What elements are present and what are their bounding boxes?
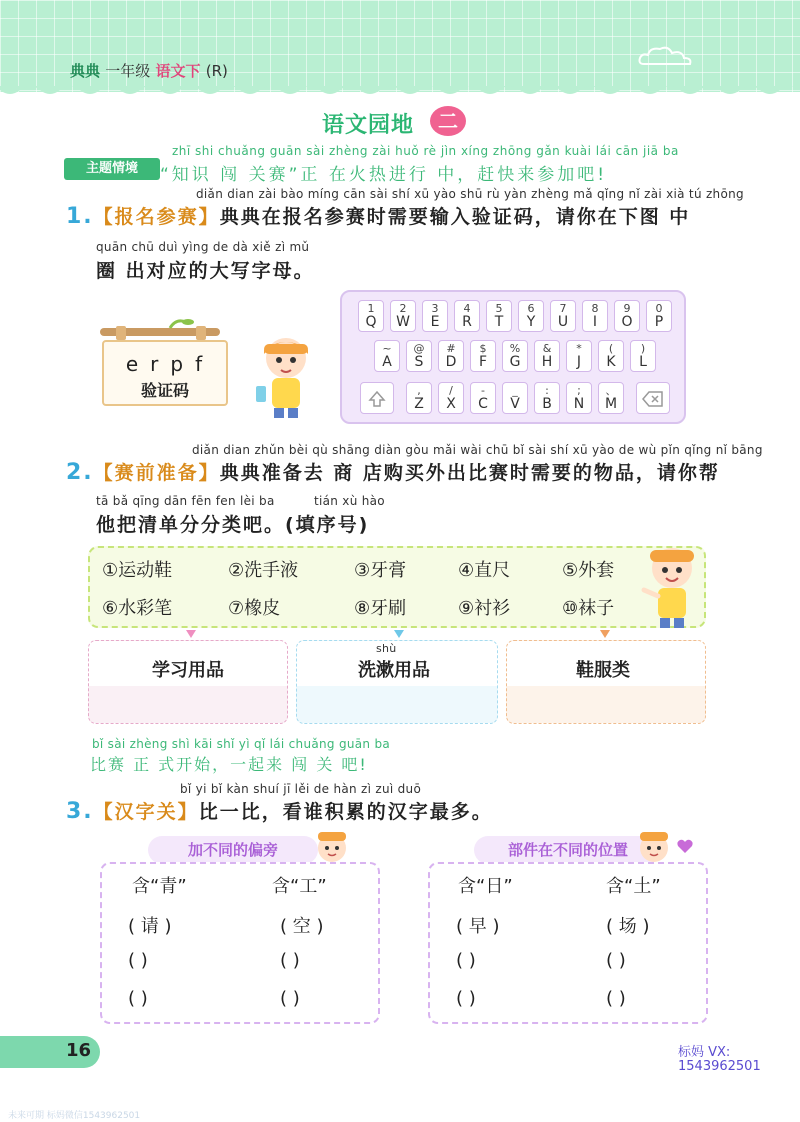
key-c[interactable]: - C: [470, 382, 496, 414]
key-d[interactable]: # D: [438, 340, 464, 372]
example-chang: ( 场 ): [606, 916, 650, 937]
boy-face-icon: [314, 828, 350, 864]
category-box-clothes[interactable]: [506, 640, 706, 724]
q1-line2: 圈 出对应的大写字母。: [96, 260, 315, 282]
q1-tag: 【报名参赛】: [93, 206, 220, 228]
example-qing: ( 请 ): [128, 916, 172, 937]
verification-code-letters: erpf: [125, 352, 215, 376]
watermark: [678, 1046, 761, 1074]
tab-different-radicals: 加不同的偏旁: [148, 836, 318, 864]
key-n[interactable]: ; N: [566, 382, 592, 414]
example-kong: ( 空 ): [280, 916, 324, 937]
category-title-clothes: 鞋服类: [576, 660, 630, 681]
key-b[interactable]: : B: [534, 382, 560, 414]
theme-pinyin: zhī shi chuǎng guān sài zhèng zài huǒ rè jìn xíng zhōng gǎn kuài lái cān jiā ba: [172, 144, 679, 158]
list-item: ⑧牙刷: [354, 598, 407, 619]
key-t[interactable]: 5 T: [486, 300, 512, 332]
watermark-small: 未来可期 标妈微信1543962501: [8, 1111, 141, 1121]
key-w[interactable]: 2 W: [390, 300, 416, 332]
backspace-key[interactable]: [636, 382, 670, 414]
header-label: [70, 60, 228, 81]
title-number: 二: [438, 109, 458, 133]
answer-blank[interactable]: ( ): [606, 950, 626, 971]
category-pinyin: shù: [376, 642, 397, 655]
key-u[interactable]: 7 U: [550, 300, 576, 332]
head-tu: 含“土”: [606, 876, 661, 897]
verification-code-caption: 验证码: [140, 381, 189, 400]
brand-name: 典典: [70, 62, 101, 80]
answer-blank[interactable]: ( ): [280, 950, 300, 971]
category-box-study[interactable]: [88, 640, 288, 724]
subject-label: 语文下: [155, 62, 201, 80]
header-wave: [0, 86, 800, 100]
q2-pinyin-line2b: tián xù hào: [314, 494, 385, 508]
q1-text: 典典在报名参赛时需要输入验证码，请你在下图 中: [219, 206, 691, 228]
head-gong: 含“工”: [272, 876, 327, 897]
arrow-down-icon: [394, 630, 404, 640]
key-s[interactable]: @ S: [406, 340, 432, 372]
key-g[interactable]: % G: [502, 340, 528, 372]
watermark-line2: 1543962501: [678, 1059, 761, 1074]
q3-pinyin: bǐ yi bǐ kàn shuí jī lěi de hàn zì zuì duō: [180, 782, 422, 796]
grade-label: 一年级: [105, 62, 151, 80]
key-i[interactable]: 8 I: [582, 300, 608, 332]
answer-blank[interactable]: ( ): [128, 988, 148, 1009]
arrow-down-icon: [186, 630, 196, 640]
answer-blank[interactable]: ( ): [456, 988, 476, 1009]
head-ri: 含“日”: [458, 876, 513, 897]
q3-line: [66, 797, 493, 824]
answer-blank[interactable]: ( ): [456, 950, 476, 971]
list-item: ⑨衬衫: [458, 598, 511, 619]
list-item: ①运动鞋: [102, 560, 173, 581]
title-number-badge: [428, 104, 468, 138]
key-m[interactable]: 、 M: [598, 382, 624, 414]
q1-pinyin-line2: quān chū duì yìng de dà xiě zì mǔ: [96, 240, 310, 254]
q2-text: 典典准备去 商 店购买外出比赛时需要的物品，请你帮: [219, 462, 720, 484]
q2-number: 2.: [66, 460, 94, 485]
q1-number: 1.: [66, 204, 94, 229]
category-box-wash[interactable]: [296, 640, 498, 724]
q1-pinyin-line1: diǎn dian zài bào míng cān sài shí xū yào shū rù yàn zhèng mǎ qǐng nǐ zài xià tú zhōng: [196, 187, 744, 201]
key-y[interactable]: 6 Y: [518, 300, 544, 332]
q2-line2: 他把清单分分类吧。(填序号): [96, 514, 370, 536]
answer-blank[interactable]: ( ): [606, 988, 626, 1009]
key-a[interactable]: ~ A: [374, 340, 400, 372]
q2-tag: 【赛前准备】: [93, 462, 220, 484]
boy-pointing-icon: [636, 540, 706, 630]
tab-component-positions: 部件在不同的位置: [474, 836, 662, 864]
head-qing: 含“青”: [132, 876, 187, 897]
q3-tag: 【汉字关】: [93, 801, 199, 823]
keyboard: [340, 290, 686, 424]
key-r[interactable]: 4 R: [454, 300, 480, 332]
theme-tag: 主题情境: [64, 158, 160, 180]
list-item: ②洗手液: [228, 560, 299, 581]
key-h[interactable]: & H: [534, 340, 560, 372]
page-title: 语文园地: [322, 113, 415, 138]
list-item: ⑥水彩笔: [102, 598, 173, 619]
shift-icon: [367, 389, 387, 409]
category-title-wash: 洗漱用品: [358, 660, 430, 681]
heart-icon: [676, 838, 694, 854]
key-j[interactable]: * J: [566, 340, 592, 372]
boy-face-icon: [636, 828, 672, 864]
category-title-study: 学习用品: [152, 660, 224, 681]
key-o[interactable]: 9 O: [614, 300, 640, 332]
q2-line1: [66, 458, 720, 485]
answer-blank[interactable]: ( ): [280, 988, 300, 1009]
page-number: 16: [66, 1040, 92, 1061]
key-q[interactable]: 1 Q: [358, 300, 384, 332]
edition-label: (R): [205, 62, 228, 80]
q2-pinyin-line1: diǎn dian zhǔn bèi qù shāng diàn gòu mǎi wài chū bǐ sài shí xū yào de wù pǐn qǐng nǐ bāng: [192, 443, 763, 457]
bridge-text: 比赛 正 式开始，一起来 闯 关 吧!: [90, 755, 368, 774]
list-item: ③牙膏: [354, 560, 407, 581]
answer-blank[interactable]: ( ): [128, 950, 148, 971]
key-p[interactable]: 0 P: [646, 300, 672, 332]
key-x[interactable]: / X: [438, 382, 464, 414]
key-k[interactable]: ( K: [598, 340, 624, 372]
arrow-down-icon: [600, 630, 610, 640]
backspace-icon: [642, 389, 664, 409]
bridge-pinyin: bǐ sài zhèng shì kāi shǐ yì qǐ lái chuǎng guān ba: [92, 737, 391, 751]
key-v[interactable]: _ V: [502, 382, 528, 414]
list-item: ⑩袜子: [562, 598, 615, 619]
q2-pinyin-line2a: tā bǎ qīng dān fēn fen lèi ba: [96, 494, 275, 508]
watermark-line1: 标妈 VX:: [678, 1045, 731, 1060]
example-zao: ( 早 ): [456, 916, 500, 937]
q1-line1: [66, 202, 690, 229]
key-z[interactable]: , Z: [406, 382, 432, 414]
key-l[interactable]: ) L: [630, 340, 656, 372]
q3-text: 比一比，看谁积累的汉字最多。: [198, 801, 493, 823]
cloud-icon: [636, 44, 696, 68]
q3-number: 3.: [66, 799, 94, 824]
list-item: ⑤外套: [562, 560, 615, 581]
key-e[interactable]: 3 E: [422, 300, 448, 332]
shift-key[interactable]: [360, 382, 394, 414]
list-item: ⑦橡皮: [228, 598, 281, 619]
key-f[interactable]: $ F: [470, 340, 496, 372]
boy-with-phone-icon: [250, 330, 320, 420]
theme-text: “知识 闯 关赛”正 在火热进行 中，赶快来参加吧!: [160, 165, 608, 185]
list-item: ④直尺: [458, 560, 511, 581]
